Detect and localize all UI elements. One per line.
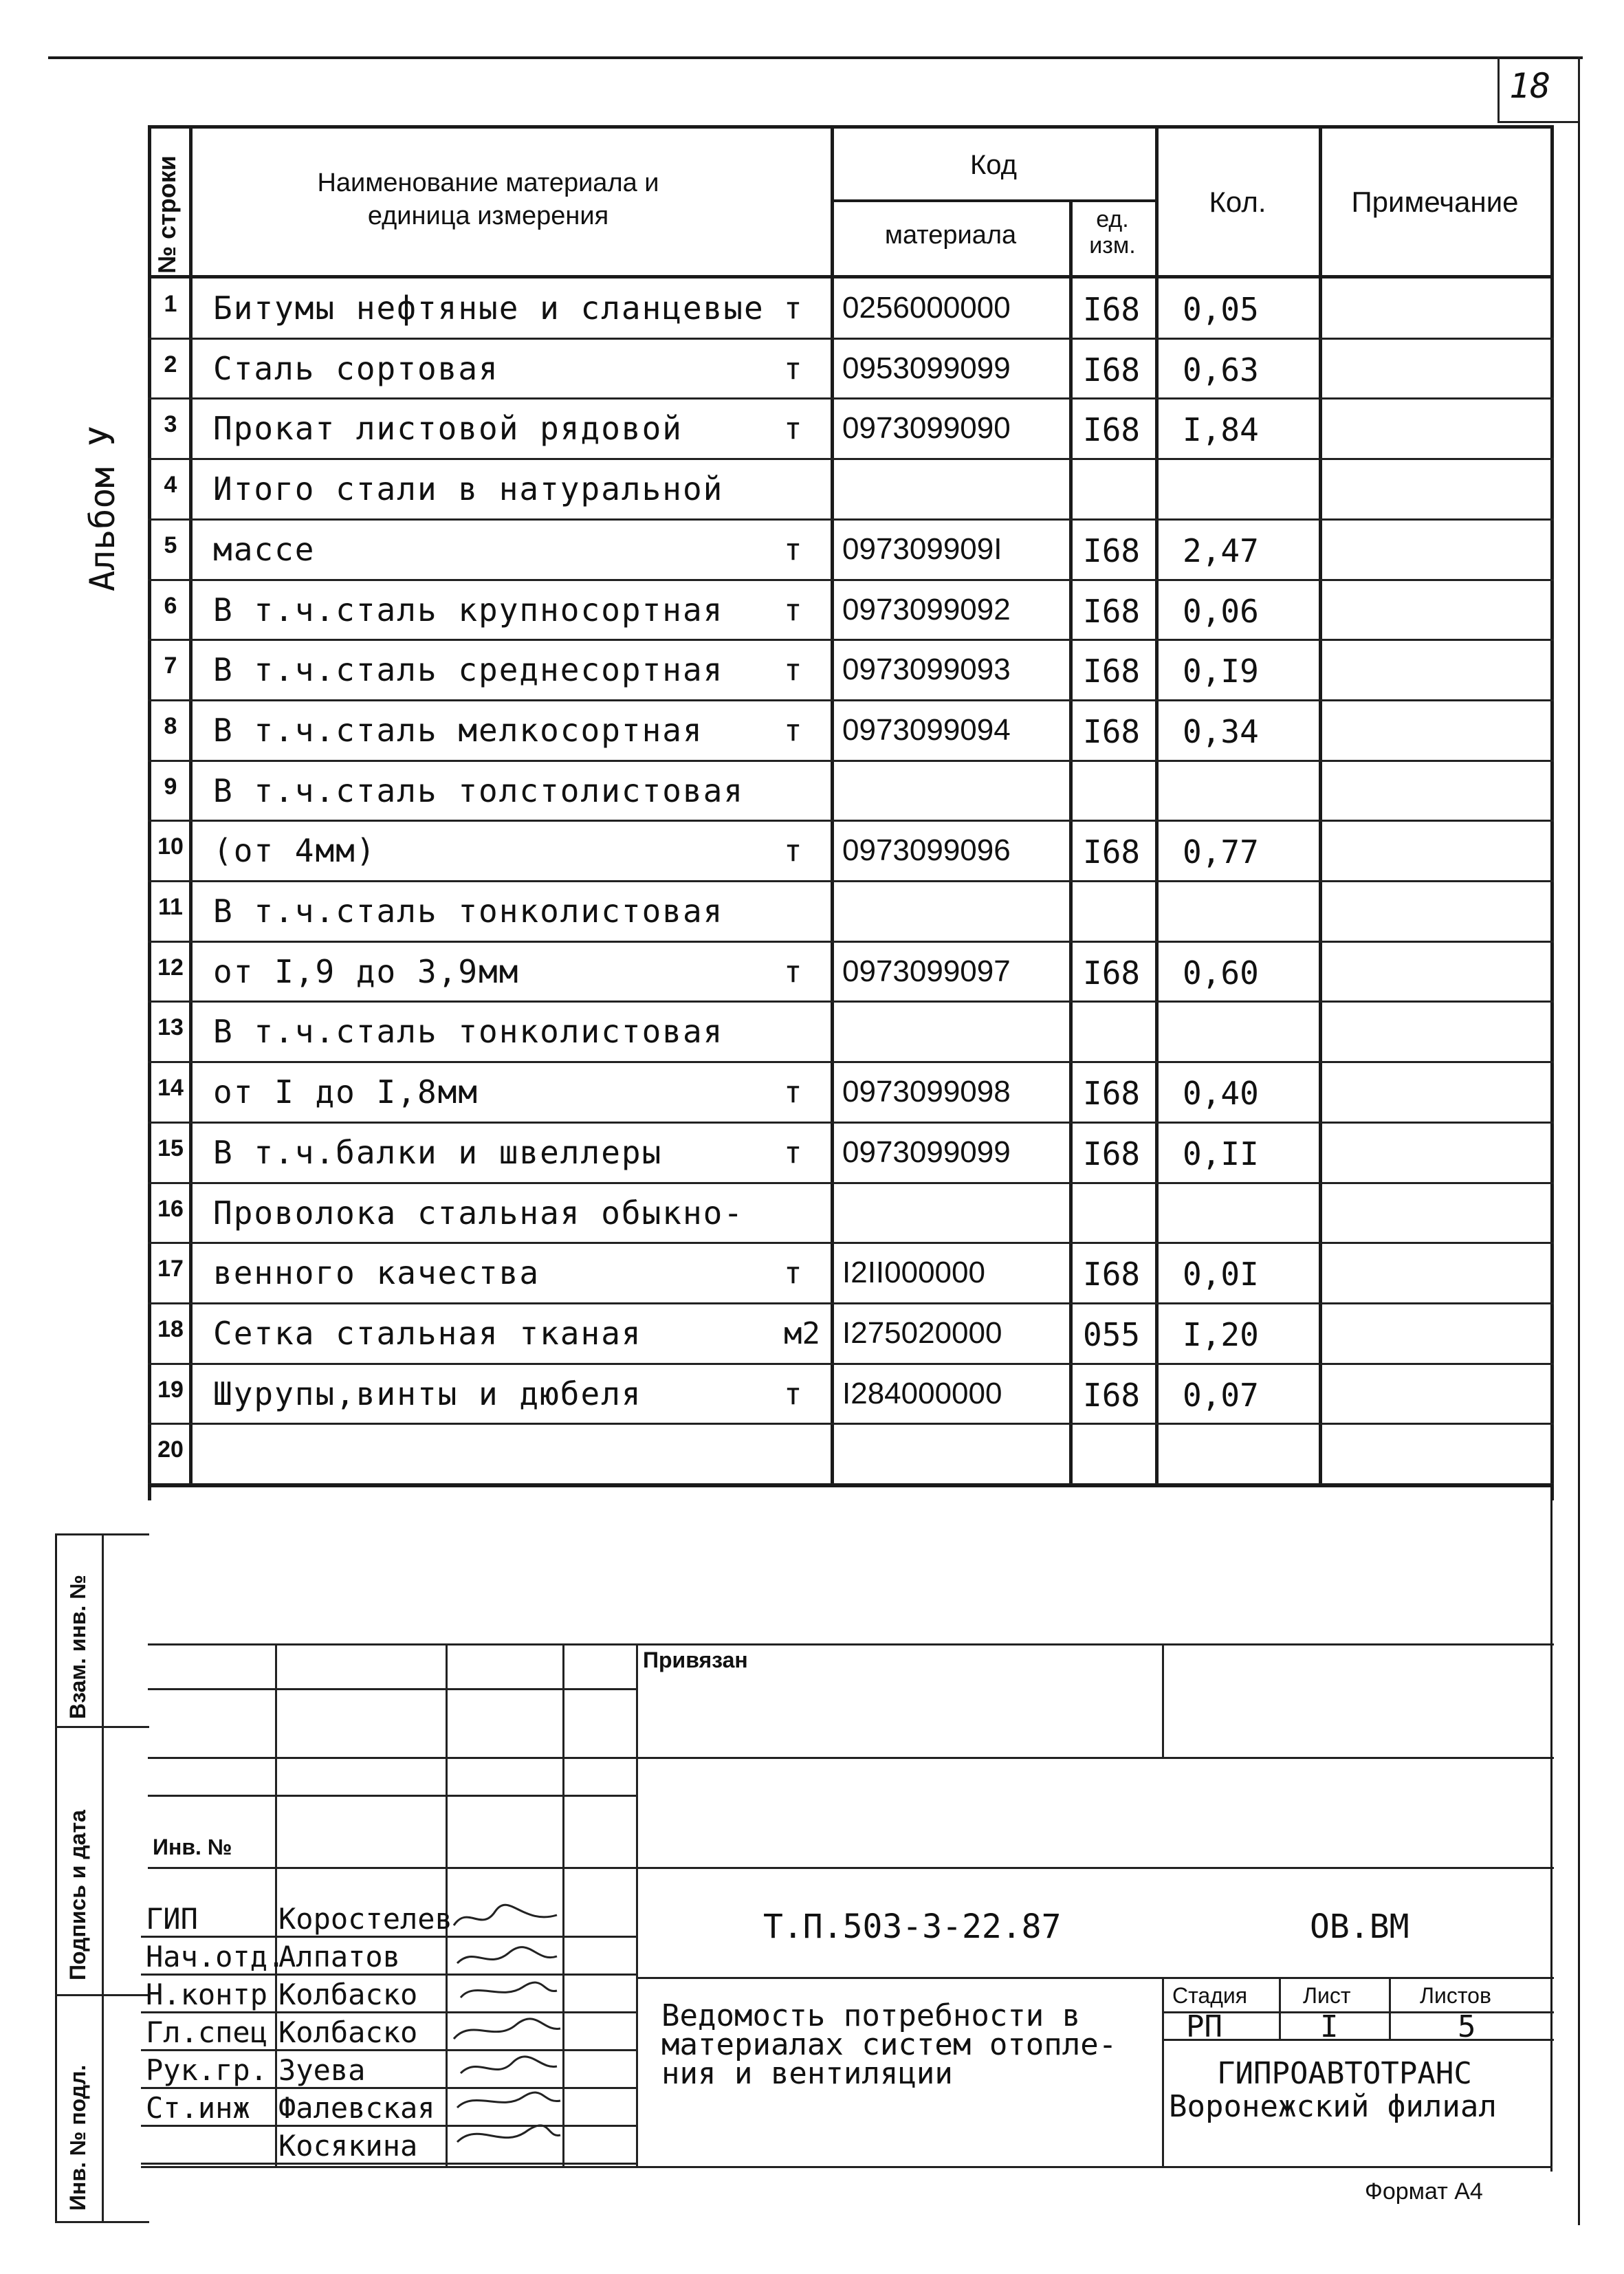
row-number: 14 [157, 1075, 184, 1102]
row-number: 1 [164, 291, 177, 317]
row-material-code: 0973099090 [842, 411, 1011, 446]
row-material-code: I275020000 [842, 1315, 1002, 1350]
stamp-sheet: I [1320, 2009, 1339, 2044]
row-material-code: 097309909I [842, 532, 1002, 566]
row-divider [148, 1182, 1554, 1184]
stamp-stage: РП [1186, 2009, 1222, 2044]
row-unit-letter: т [784, 1075, 802, 1111]
row-number: 6 [164, 592, 177, 619]
row-material-name: В т.ч.сталь тонколистовая [213, 1013, 724, 1051]
row-unit-code: 055 [1083, 1315, 1141, 1353]
row-material-name: В т.ч.сталь среднесортная [213, 651, 724, 689]
row-divider [148, 579, 1554, 581]
row-unit-code: I68 [1083, 1075, 1141, 1113]
stamp-person-name: Зуева [278, 2053, 366, 2087]
code-subheader-line [831, 199, 1157, 202]
row-quantity: 0,40 [1183, 1075, 1259, 1113]
row-unit-code: I68 [1083, 1256, 1141, 1293]
row-material-name: Проволока стальная обыкно- [213, 1194, 745, 1232]
row-material-code: 0973099092 [842, 592, 1011, 626]
row-unit-code: I68 [1083, 1135, 1141, 1172]
row-material-name: массе [213, 530, 316, 568]
row-material-code: 0973099097 [842, 954, 1011, 988]
row-divider [148, 1061, 1554, 1063]
row-quantity: 0,34 [1183, 712, 1259, 750]
stamp-role: ГИП [146, 1902, 198, 1936]
page-number: 18 [1509, 66, 1551, 106]
stamp-person-name: Косякина [278, 2129, 418, 2163]
row-divider [148, 1122, 1554, 1124]
row-material-name: Сталь сортовая [213, 349, 499, 387]
side-box-bottom [55, 2221, 149, 2223]
row-divider [148, 699, 1554, 701]
stamp-role: Н.контр [146, 1978, 268, 2011]
header-name: Наименование материала и единица измерения [317, 168, 659, 230]
row-material-code: 0973099093 [842, 653, 1011, 687]
top-border [48, 56, 1583, 59]
row-unit-letter: т [784, 411, 802, 447]
stamp-sheet-label: Лист [1303, 1983, 1351, 2008]
stamp-doc-code: Т.П.503-3-22.87 [763, 1907, 1062, 1946]
row-number: 3 [164, 411, 177, 438]
stamp-org2: Воронежский филиал [1169, 2089, 1497, 2124]
stamp-person-name: Колбаско [278, 1978, 418, 2011]
row-material-code: 0953099099 [842, 351, 1011, 385]
row-material-name: В т.ч.сталь мелкосортная [213, 711, 703, 749]
side-label-inv-podl: Инв. № подл. [65, 2064, 90, 2211]
row-material-name: Итого стали в натуральной [213, 470, 724, 508]
row-material-name: венного качества [213, 1254, 540, 1292]
header-unit: ед. изм. [1089, 206, 1136, 259]
row-quantity: 0,I9 [1183, 653, 1259, 690]
stamp-v7 [1279, 1977, 1281, 2039]
col-material [1069, 199, 1073, 1487]
row-material-code: 0973099094 [842, 712, 1011, 747]
stamp-person-name: Коростелев [278, 1902, 452, 1936]
row-number: 18 [157, 1315, 184, 1342]
row-divider [148, 1242, 1554, 1244]
header-bottom [148, 275, 1554, 278]
table-bottom [148, 1484, 1554, 1487]
row-number: 15 [157, 1135, 184, 1161]
stamp-inv-no: Инв. № [153, 1835, 232, 1859]
page-number-box-right [1578, 56, 1580, 122]
row-unit-letter: т [784, 1256, 802, 1291]
row-unit-letter: т [784, 712, 802, 748]
stamp-person-name: Алпатов [278, 1940, 401, 1974]
row-quantity: 0,II [1183, 1135, 1259, 1172]
stamp-title-3: ния и вентиляции [661, 2056, 953, 2091]
row-divider [148, 518, 1554, 521]
stamp-sheets-label: Листов [1420, 1983, 1491, 2008]
stamp-role: Гл.спец [146, 2015, 268, 2049]
row-divider [148, 941, 1554, 943]
row-quantity: 0,07 [1183, 1376, 1259, 1414]
row-number: 12 [157, 954, 184, 981]
row-divider [148, 1001, 1554, 1003]
row-quantity: I,84 [1183, 411, 1259, 449]
frame-right [1578, 121, 1580, 2225]
col-rownum [189, 125, 193, 1487]
row-quantity: 2,47 [1183, 532, 1259, 569]
format-label: Формат А4 [1365, 2178, 1483, 2205]
stamp-h2 [148, 1757, 1554, 1759]
row-divider [148, 880, 1554, 882]
row-material-name: В т.ч.сталь тонколистовая [213, 893, 724, 930]
row-material-name: (от 4мм) [213, 832, 377, 870]
side-box-inner [102, 1533, 104, 2221]
row-unit-code: I68 [1083, 351, 1141, 389]
row-material-name: от I,9 до 3,9мм [213, 952, 520, 990]
row-quantity: 0,60 [1183, 954, 1259, 992]
row-material-name: Сетка стальная тканая [213, 1314, 642, 1352]
row-divider [148, 639, 1554, 641]
row-number: 9 [164, 773, 177, 800]
row-unit-code: I68 [1083, 833, 1141, 871]
stamp-role: Рук.гр. [146, 2053, 268, 2087]
row-number: 17 [157, 1256, 184, 1282]
stamp-right [1550, 1484, 1552, 2172]
row-unit-letter: т [784, 653, 802, 688]
stamp-person-name: Фалевская [278, 2091, 435, 2125]
side-label-vzam: Взам. инв. № [65, 1575, 90, 1719]
row-unit-letter: м2 [784, 1315, 820, 1351]
stamp-v4 [636, 1643, 638, 2166]
row-unit-letter: т [784, 954, 802, 990]
row-unit-code: I68 [1083, 653, 1141, 690]
row-number: 8 [164, 712, 177, 739]
row-number: 4 [164, 472, 177, 499]
row-number: 5 [164, 532, 177, 558]
row-unit-letter: т [784, 532, 802, 567]
stamp-doc-mark: ОВ.ВМ [1310, 1907, 1409, 1946]
row-divider [148, 1423, 1554, 1425]
row-material-name: Прокат листовой рядовой [213, 410, 683, 448]
stamp-stage-label: Стадия [1172, 1983, 1248, 2008]
row-divider [148, 760, 1554, 762]
col-qty [1319, 125, 1322, 1487]
row-number: 16 [157, 1195, 184, 1222]
row-unit-letter: т [784, 351, 802, 386]
stamp-h5 [636, 1977, 1554, 1979]
row-material-name: от I до I,8мм [213, 1073, 479, 1111]
stamp-v5 [1162, 1643, 1164, 1757]
row-number: 19 [157, 1376, 184, 1403]
row-unit-code: I68 [1083, 712, 1141, 750]
row-quantity: 0,05 [1183, 291, 1259, 328]
row-unit-letter: т [784, 833, 802, 869]
row-quantity: 0,63 [1183, 351, 1259, 389]
side-box-left [55, 1533, 57, 2221]
row-unit-letter: т [784, 592, 802, 628]
row-unit-code: I68 [1083, 592, 1141, 630]
header-note: Примечание [1351, 186, 1519, 218]
row-material-code: 0973099096 [842, 833, 1011, 868]
stamp-bottom [141, 2166, 1552, 2168]
row-divider [148, 820, 1554, 822]
stamp-h4 [148, 1867, 1554, 1869]
row-material-name: Битумы нефтяные и сланцевые [213, 289, 765, 327]
row-material-name: В т.ч.балки и швеллеры [213, 1133, 663, 1171]
signatures [447, 1898, 564, 2166]
page-number-box-bottom [1497, 121, 1580, 123]
row-unit-letter: т [784, 1135, 802, 1170]
header-code: Код [969, 150, 1017, 180]
row-divider [148, 458, 1554, 460]
row-divider [148, 1363, 1554, 1365]
row-material-name: Шурупы,винты и дюбеля [213, 1375, 642, 1412]
side-label-podpis: Подпись и дата [65, 1810, 90, 1980]
col-unit [1155, 125, 1159, 1487]
row-unit-code: I68 [1083, 1376, 1141, 1414]
row-material-code: 0256000000 [842, 291, 1011, 325]
row-material-code: 0973099098 [842, 1075, 1011, 1109]
row-number: 13 [157, 1014, 184, 1041]
stamp-person-name: Колбаско [278, 2015, 418, 2049]
header-material: материала [884, 221, 1017, 250]
page-number-box-left [1497, 56, 1500, 122]
stamp-title-2: материалах систем отопле- [661, 2027, 1117, 2062]
row-number: 7 [164, 653, 177, 679]
row-unit-letter: т [784, 1376, 802, 1412]
header-row-no: № строки [153, 155, 181, 274]
table-right [1550, 125, 1554, 1500]
row-quantity: 0,0I [1183, 1256, 1259, 1293]
row-unit-code: I68 [1083, 532, 1141, 569]
row-divider [148, 1302, 1554, 1304]
row-quantity: 0,77 [1183, 833, 1259, 871]
row-quantity: I,20 [1183, 1315, 1259, 1353]
row-number: 11 [158, 894, 183, 920]
row-material-name: В т.ч.сталь толстолистовая [213, 772, 745, 809]
row-material-code: 0973099099 [842, 1135, 1011, 1169]
stamp-org1: ГИПРОАВТОТРАНС [1217, 2056, 1472, 2091]
table-top [148, 125, 1554, 129]
row-material-code: I2II000000 [842, 1256, 985, 1290]
stamp-role: Ст.инж [146, 2091, 250, 2125]
row-unit-letter: т [784, 291, 802, 326]
stamp-v8 [1389, 1977, 1391, 2039]
row-divider [148, 397, 1554, 400]
row-number: 10 [157, 833, 184, 860]
row-divider [148, 338, 1554, 340]
row-unit-code: I68 [1083, 954, 1141, 992]
row-unit-code: I68 [1083, 291, 1141, 328]
col-name [831, 125, 834, 1487]
stamp-role: Нач.отд. [146, 1940, 285, 1974]
stamp-privyazan: Привязан [643, 1648, 748, 1672]
header-qty: Кол. [1209, 186, 1266, 218]
stamp-sheets: 5 [1458, 2009, 1476, 2044]
row-unit-code: I68 [1083, 411, 1141, 449]
row-material-code: I284000000 [842, 1376, 1002, 1410]
row-material-name: В т.ч.сталь крупносортная [213, 591, 724, 628]
stamp-title-1: Ведомость потребности в [661, 1998, 1081, 2033]
row-quantity: 0,06 [1183, 592, 1259, 630]
stamp-top [148, 1643, 1554, 1646]
table-left [148, 125, 151, 1500]
row-number: 20 [157, 1436, 184, 1463]
stamp-v6 [1162, 1977, 1164, 2166]
album-label: Альбом У [83, 426, 122, 591]
row-number: 2 [164, 351, 177, 378]
